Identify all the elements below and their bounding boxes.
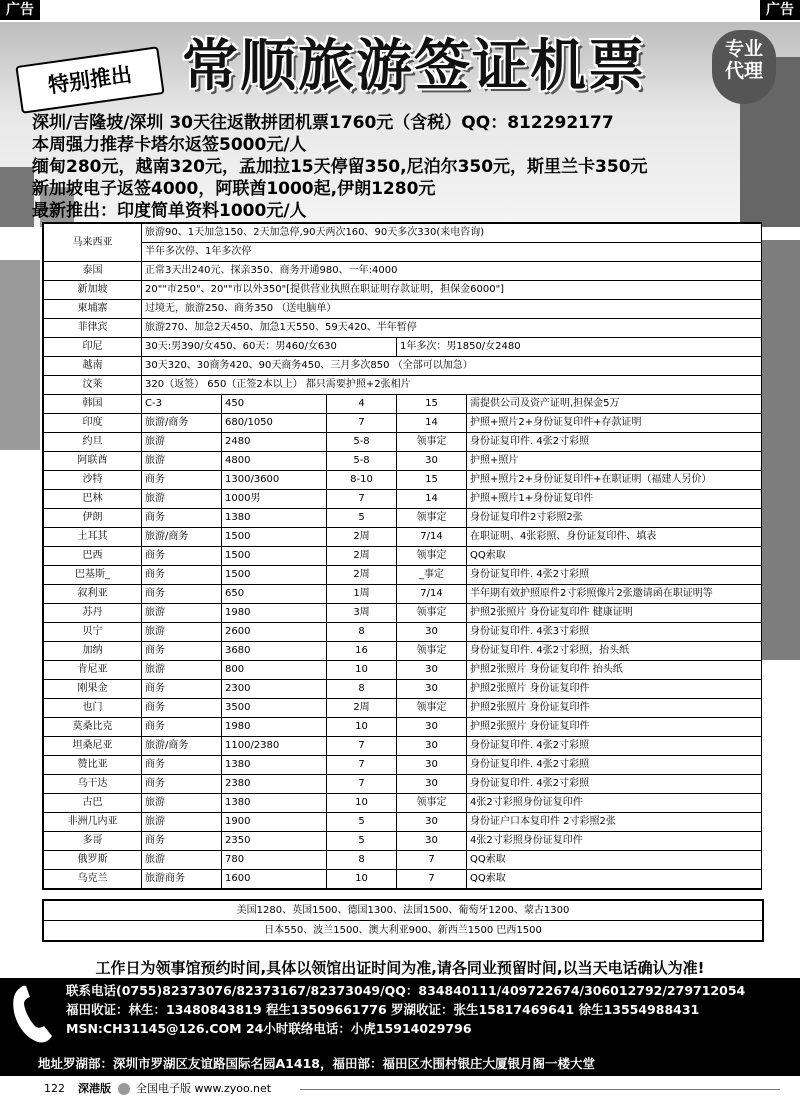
table-row: [44, 376, 762, 395]
docs-cell: 护照+照片: [467, 452, 762, 471]
docs-cell: QQ索取: [467, 870, 762, 889]
type-cell: 旅游: [142, 452, 222, 471]
ad-label-right: 广告: [760, 0, 800, 20]
promo-line: 最新推出：印度简单资料1000元/人: [32, 201, 307, 221]
table-row: [44, 813, 762, 832]
price-cell: 1000男: [222, 490, 327, 509]
table-row: [44, 756, 762, 775]
country-cell: 贝宁: [44, 623, 142, 642]
country-cell: 土耳其: [44, 528, 142, 547]
valid-cell: 领事定: [397, 604, 467, 623]
table-row: [44, 471, 762, 490]
price-cell: 1380: [222, 794, 327, 813]
brand-title: 常顺旅游签证机票: [182, 33, 646, 99]
price-cell: 3680: [222, 642, 327, 661]
valid-cell: 30: [397, 623, 467, 642]
table-row: [44, 262, 762, 281]
country-cell: 泰国: [44, 262, 142, 281]
price-cell: 3500: [222, 699, 327, 718]
days-cell: 7: [327, 737, 397, 756]
docs-cell: QQ索取: [467, 547, 762, 566]
country-cell: 印尼: [44, 338, 142, 357]
country-cell: 菲律宾: [44, 319, 142, 338]
bullet-icon: [118, 1083, 130, 1095]
days-cell: 7: [327, 490, 397, 509]
visa-price-table: [42, 222, 762, 890]
table-row: [44, 699, 762, 718]
days-cell: 10: [327, 794, 397, 813]
table-row: [44, 452, 762, 471]
country-cell: 越南: [44, 357, 142, 376]
type-cell: 商务: [142, 680, 222, 699]
info-cell: 旅游90、1天加急150、2天加急停,90天两次160、90天多次330(来电咨询): [142, 224, 762, 243]
country-cell: 古巴: [44, 794, 142, 813]
valid-cell: 7/14: [397, 585, 467, 604]
other-prices-box: [42, 899, 764, 942]
days-cell: 8: [327, 851, 397, 870]
info-cell: 1年多次：男1850/女2480: [397, 338, 762, 357]
contact-line: 福田收证：林生：13480843819 程生13509661776 罗湖收证：张生15817469641 徐生13554988431: [66, 1002, 700, 1017]
price-cell: 1500: [222, 566, 327, 585]
footer-rule: [300, 1089, 780, 1090]
table-row: [44, 775, 762, 794]
days-cell: 5: [327, 832, 397, 851]
type-cell: 旅游: [142, 661, 222, 680]
info-cell: 过境无，旅游250、商务350 （送电脑单）: [142, 300, 762, 319]
valid-cell: 30: [397, 680, 467, 699]
table-row: [44, 281, 762, 300]
docs-cell: 在职证明、4张彩照、身份证复印件、填表: [467, 528, 762, 547]
contact-line: 联系电话(0755)82373076/82373167/82373049/QQ：834840111/409722674/306012792/279712054: [66, 983, 746, 998]
price-cell: 1380: [222, 509, 327, 528]
website-label: 全国电子版 www.zyoo.net: [136, 1082, 272, 1095]
valid-cell: 30: [397, 775, 467, 794]
country-cell: 俄罗斯: [44, 851, 142, 870]
days-cell: 10: [327, 661, 397, 680]
table-row: [44, 737, 762, 756]
valid-cell: 30: [397, 813, 467, 832]
country-cell: 非洲几内亚: [44, 813, 142, 832]
valid-cell: 14: [397, 414, 467, 433]
contact-bar: [0, 978, 800, 1076]
days-cell: 1周: [327, 585, 397, 604]
docs-cell: 4张2寸彩照身份证复印件: [467, 794, 762, 813]
docs-cell: 护照2张照片 身份证复印件: [467, 699, 762, 718]
promo-line: 新加坡电子返签4000，阿联酋1000起,伊朗1280元: [32, 179, 436, 199]
days-cell: 2周: [327, 566, 397, 585]
valid-cell: 30: [397, 756, 467, 775]
promo-line: 缅甸280元，越南320元，孟加拉15天停留350,尼泊尔350元，斯里兰卡350元: [32, 157, 648, 177]
days-cell: 8: [327, 623, 397, 642]
table-row: [44, 224, 762, 243]
type-cell: 商务: [142, 642, 222, 661]
price-cell: 1500: [222, 528, 327, 547]
type-cell: 商务: [142, 566, 222, 585]
country-cell: 伊朗: [44, 509, 142, 528]
table-row: [44, 794, 762, 813]
valid-cell: 7: [397, 851, 467, 870]
table-row: [44, 338, 762, 357]
type-cell: 旅游: [142, 851, 222, 870]
price-cell: 1300/3600: [222, 471, 327, 490]
country-cell: 印度: [44, 414, 142, 433]
country-cell: 巴西: [44, 547, 142, 566]
type-cell: 旅游/商务: [142, 737, 222, 756]
days-cell: 2周: [327, 547, 397, 566]
country-cell: 坦桑尼亚: [44, 737, 142, 756]
country-cell: 苏丹: [44, 604, 142, 623]
docs-cell: 护照2张照片 身份证复印件: [467, 680, 762, 699]
professional-agent-seal: [712, 30, 776, 104]
docs-cell: 半年期有效护照原件2寸彩照像片2张邀请函在职证明等: [467, 585, 762, 604]
country-cell: 巴林: [44, 490, 142, 509]
type-cell: 旅游: [142, 623, 222, 642]
table-row: [44, 566, 762, 585]
table-row: [44, 319, 762, 338]
country-cell: 汶莱: [44, 376, 142, 395]
valid-cell: 30: [397, 737, 467, 756]
table-row: [44, 414, 762, 433]
contact-line: MSN:CH31145@126.COM 24小时联络电话：小虎15914029796: [66, 1021, 472, 1036]
type-cell: 旅游: [142, 604, 222, 623]
docs-cell: 护照+照片1+身份证复印件: [467, 490, 762, 509]
price-cell: 650: [222, 585, 327, 604]
docs-cell: 身份证复印件. 4张2寸彩照: [467, 756, 762, 775]
price-cell: 1600: [222, 870, 327, 889]
days-cell: 5-8: [327, 433, 397, 452]
table-row: [44, 604, 762, 623]
valid-cell: 领事定: [397, 794, 467, 813]
country-cell: 也门: [44, 699, 142, 718]
promo-line: 深圳/吉隆坡/深圳 30天往返散拼团机票1760元（含税）QQ：812292177: [32, 113, 614, 133]
docs-cell: 身份证复印件. 4张2寸彩照，抬头纸: [467, 642, 762, 661]
info-cell: 320（返签） 650（正签2本以上） 都只需要护照+2张相片: [142, 376, 762, 395]
price-cell: 450: [222, 395, 327, 414]
type-cell: 旅游: [142, 813, 222, 832]
docs-cell: 身份证复印件. 4张2寸彩照: [467, 775, 762, 794]
docs-cell: 护照+照片2+身份证复印件+存款证明: [467, 414, 762, 433]
info-cell: 20""市250"、20""市以外350"[提供营业执照在职证明存款证明，担保金6000"]: [142, 281, 762, 300]
days-cell: 7: [327, 414, 397, 433]
docs-cell: 身份证复印件2寸彩照2张: [467, 509, 762, 528]
country-cell: 新加坡: [44, 281, 142, 300]
type-cell: 旅游: [142, 433, 222, 452]
docs-cell: 身份证复印件. 4张2寸彩照: [467, 737, 762, 756]
valid-cell: 领事定: [397, 699, 467, 718]
country-cell: 约旦: [44, 433, 142, 452]
table-row: [44, 832, 762, 851]
country-cell: 肯尼亚: [44, 661, 142, 680]
country-cell: 刚果金: [44, 680, 142, 699]
valid-cell: 30: [397, 661, 467, 680]
price-cell: 2480: [222, 433, 327, 452]
country-cell: 加纳: [44, 642, 142, 661]
type-cell: 商务: [142, 547, 222, 566]
type-cell: 旅游/商务: [142, 414, 222, 433]
booking-notice: 工作日为领事馆预约时间,具体以领馆出证时间为准,请各同业预留时间,以当天电话确认为准!: [95, 959, 705, 977]
table-row: [44, 870, 762, 889]
table-row: [44, 243, 762, 262]
info-cell: 正常3天出240元、探亲350、商务开通980、一年:4000: [142, 262, 762, 281]
price-cell: 1500: [222, 547, 327, 566]
days-cell: 7: [327, 775, 397, 794]
type-cell: 商务: [142, 471, 222, 490]
docs-cell: 身份证复印件. 4张2寸彩照: [467, 433, 762, 452]
type-cell: 旅游: [142, 794, 222, 813]
docs-cell: 护照2张照片 身份证复印件: [467, 718, 762, 737]
info-cell: 半年多次停、1年多次停: [142, 243, 762, 262]
type-cell: 旅游: [142, 490, 222, 509]
country-cell: 柬埔寨: [44, 300, 142, 319]
country-cell: 韩国: [44, 395, 142, 414]
address-line: 地址罗湖部：深圳市罗湖区友谊路国际名园A1418，福田部：福田区水围村银庄大厦银月阁一楼大堂: [38, 1056, 595, 1071]
type-cell: 商务: [142, 775, 222, 794]
country-cell: 马来西亚: [44, 224, 142, 262]
price-cell: 2300: [222, 680, 327, 699]
valid-cell: 领事定: [397, 547, 467, 566]
table-row: [44, 509, 762, 528]
valid-cell: 30: [397, 832, 467, 851]
valid-cell: 30: [397, 452, 467, 471]
type-cell: 商务: [142, 756, 222, 775]
country-cell: 多哥: [44, 832, 142, 851]
valid-cell: 15: [397, 395, 467, 414]
valid-cell: _事定: [397, 566, 467, 585]
side-building: [0, 260, 40, 450]
table-row: [44, 642, 762, 661]
other-prices-line: 美国1280、英国1500、德国1300、法国1500、葡萄牙1200、蒙古1300: [236, 905, 570, 916]
table-row: [44, 547, 762, 566]
table-row: [44, 680, 762, 699]
promo-line: 本周强力推荐卡塔尔返签5000元/人: [32, 135, 307, 155]
days-cell: 10: [327, 870, 397, 889]
seal-line: 代理: [724, 60, 763, 82]
seal-line: 专业: [724, 38, 763, 60]
valid-cell: 7/14: [397, 528, 467, 547]
price-cell: 1900: [222, 813, 327, 832]
days-cell: 7: [327, 756, 397, 775]
type-cell: 旅游/商务: [142, 528, 222, 547]
table-row: [44, 585, 762, 604]
country-cell: 阿联酋: [44, 452, 142, 471]
days-cell: 2周: [327, 699, 397, 718]
valid-cell: 领事定: [397, 509, 467, 528]
table-row: [44, 623, 762, 642]
ad-label-left: 广告: [0, 0, 40, 20]
price-cell: 2380: [222, 775, 327, 794]
skyline-building: [0, 167, 34, 227]
valid-cell: 7: [397, 870, 467, 889]
days-cell: 8: [327, 680, 397, 699]
top-bar: [0, 0, 800, 22]
price-cell: 2600: [222, 623, 327, 642]
price-cell: 1980: [222, 604, 327, 623]
promo-block: [32, 112, 772, 222]
info-cell: 30天:男390/女450、60天：男460/女630: [142, 338, 397, 357]
type-cell: 旅游商务: [142, 870, 222, 889]
price-cell: 2350: [222, 832, 327, 851]
type-cell: 商务: [142, 585, 222, 604]
table-row: [44, 395, 762, 414]
price-cell: 680/1050: [222, 414, 327, 433]
telephone-icon: [10, 984, 56, 1046]
table-row: [44, 718, 762, 737]
valid-cell: 领事定: [397, 433, 467, 452]
type-cell: 商务: [142, 832, 222, 851]
visa-rows: [44, 395, 762, 889]
valid-cell: 30: [397, 718, 467, 737]
contact-lines: [66, 981, 796, 1038]
docs-cell: 护照2张照片 身份证复印件 健康证明: [467, 604, 762, 623]
price-cell: 780: [222, 851, 327, 870]
valid-cell: 14: [397, 490, 467, 509]
days-cell: 10: [327, 718, 397, 737]
docs-cell: 护照+照片2+身份证复印件+在职证明（福建人另价）: [467, 471, 762, 490]
country-cell: 沙特: [44, 471, 142, 490]
country-cell: 赞比亚: [44, 756, 142, 775]
table-row: [44, 851, 762, 870]
table-row: [44, 490, 762, 509]
days-cell: 2周: [327, 528, 397, 547]
country-cell: 巴基斯_: [44, 566, 142, 585]
table-row: [44, 300, 762, 319]
type-cell: C-3: [142, 395, 222, 414]
info-cell: 旅游270、加急2天450、加急1天550、59天420、半年暂停: [142, 319, 762, 338]
docs-cell: 4张2寸彩照身份证复印件: [467, 832, 762, 851]
price-cell: 800: [222, 661, 327, 680]
special-offer-tag: 特别推出: [15, 46, 164, 114]
type-cell: 商务: [142, 699, 222, 718]
days-cell: 4: [327, 395, 397, 414]
docs-cell: 身份证复印件. 4张2寸彩照: [467, 566, 762, 585]
country-cell: 莫桑比克: [44, 718, 142, 737]
table-row: [44, 357, 762, 376]
docs-cell: 身份证户口本复印件 2寸彩照2张: [467, 813, 762, 832]
table-row: [44, 528, 762, 547]
price-cell: 1980: [222, 718, 327, 737]
country-cell: 乌干达: [44, 775, 142, 794]
side-building: [762, 240, 800, 660]
edition-label: 深港版: [78, 1082, 111, 1095]
days-cell: 5: [327, 813, 397, 832]
country-cell: 叙利亚: [44, 585, 142, 604]
type-cell: 商务: [142, 718, 222, 737]
price-cell: 1100/2380: [222, 737, 327, 756]
days-cell: 8-10: [327, 471, 397, 490]
page-footer: [0, 1078, 800, 1100]
days-cell: 5-8: [327, 452, 397, 471]
info-cell: 30天320、30商务420、90天商务450、三月多次850 （全部可以加急）: [142, 357, 762, 376]
docs-cell: 需提供公司及资产证明,担保金5万: [467, 395, 762, 414]
country-cell: 乌克兰: [44, 870, 142, 889]
days-cell: 5: [327, 509, 397, 528]
days-cell: 16: [327, 642, 397, 661]
valid-cell: 领事定: [397, 642, 467, 661]
price-cell: 1380: [222, 756, 327, 775]
page-number: 122: [44, 1082, 65, 1095]
type-cell: 商务: [142, 509, 222, 528]
table-row: [44, 433, 762, 452]
docs-cell: 身份证复印件. 4张3寸彩照: [467, 623, 762, 642]
docs-cell: QQ索取: [467, 851, 762, 870]
price-cell: 4800: [222, 452, 327, 471]
other-prices-line: 日本550、波兰1500、澳大利亚900、新西兰1500 巴西1500: [44, 920, 762, 940]
days-cell: 3周: [327, 604, 397, 623]
valid-cell: 15: [397, 471, 467, 490]
docs-cell: 护照2张照片 身份证复印件 抬头纸: [467, 661, 762, 680]
table-row: [44, 661, 762, 680]
